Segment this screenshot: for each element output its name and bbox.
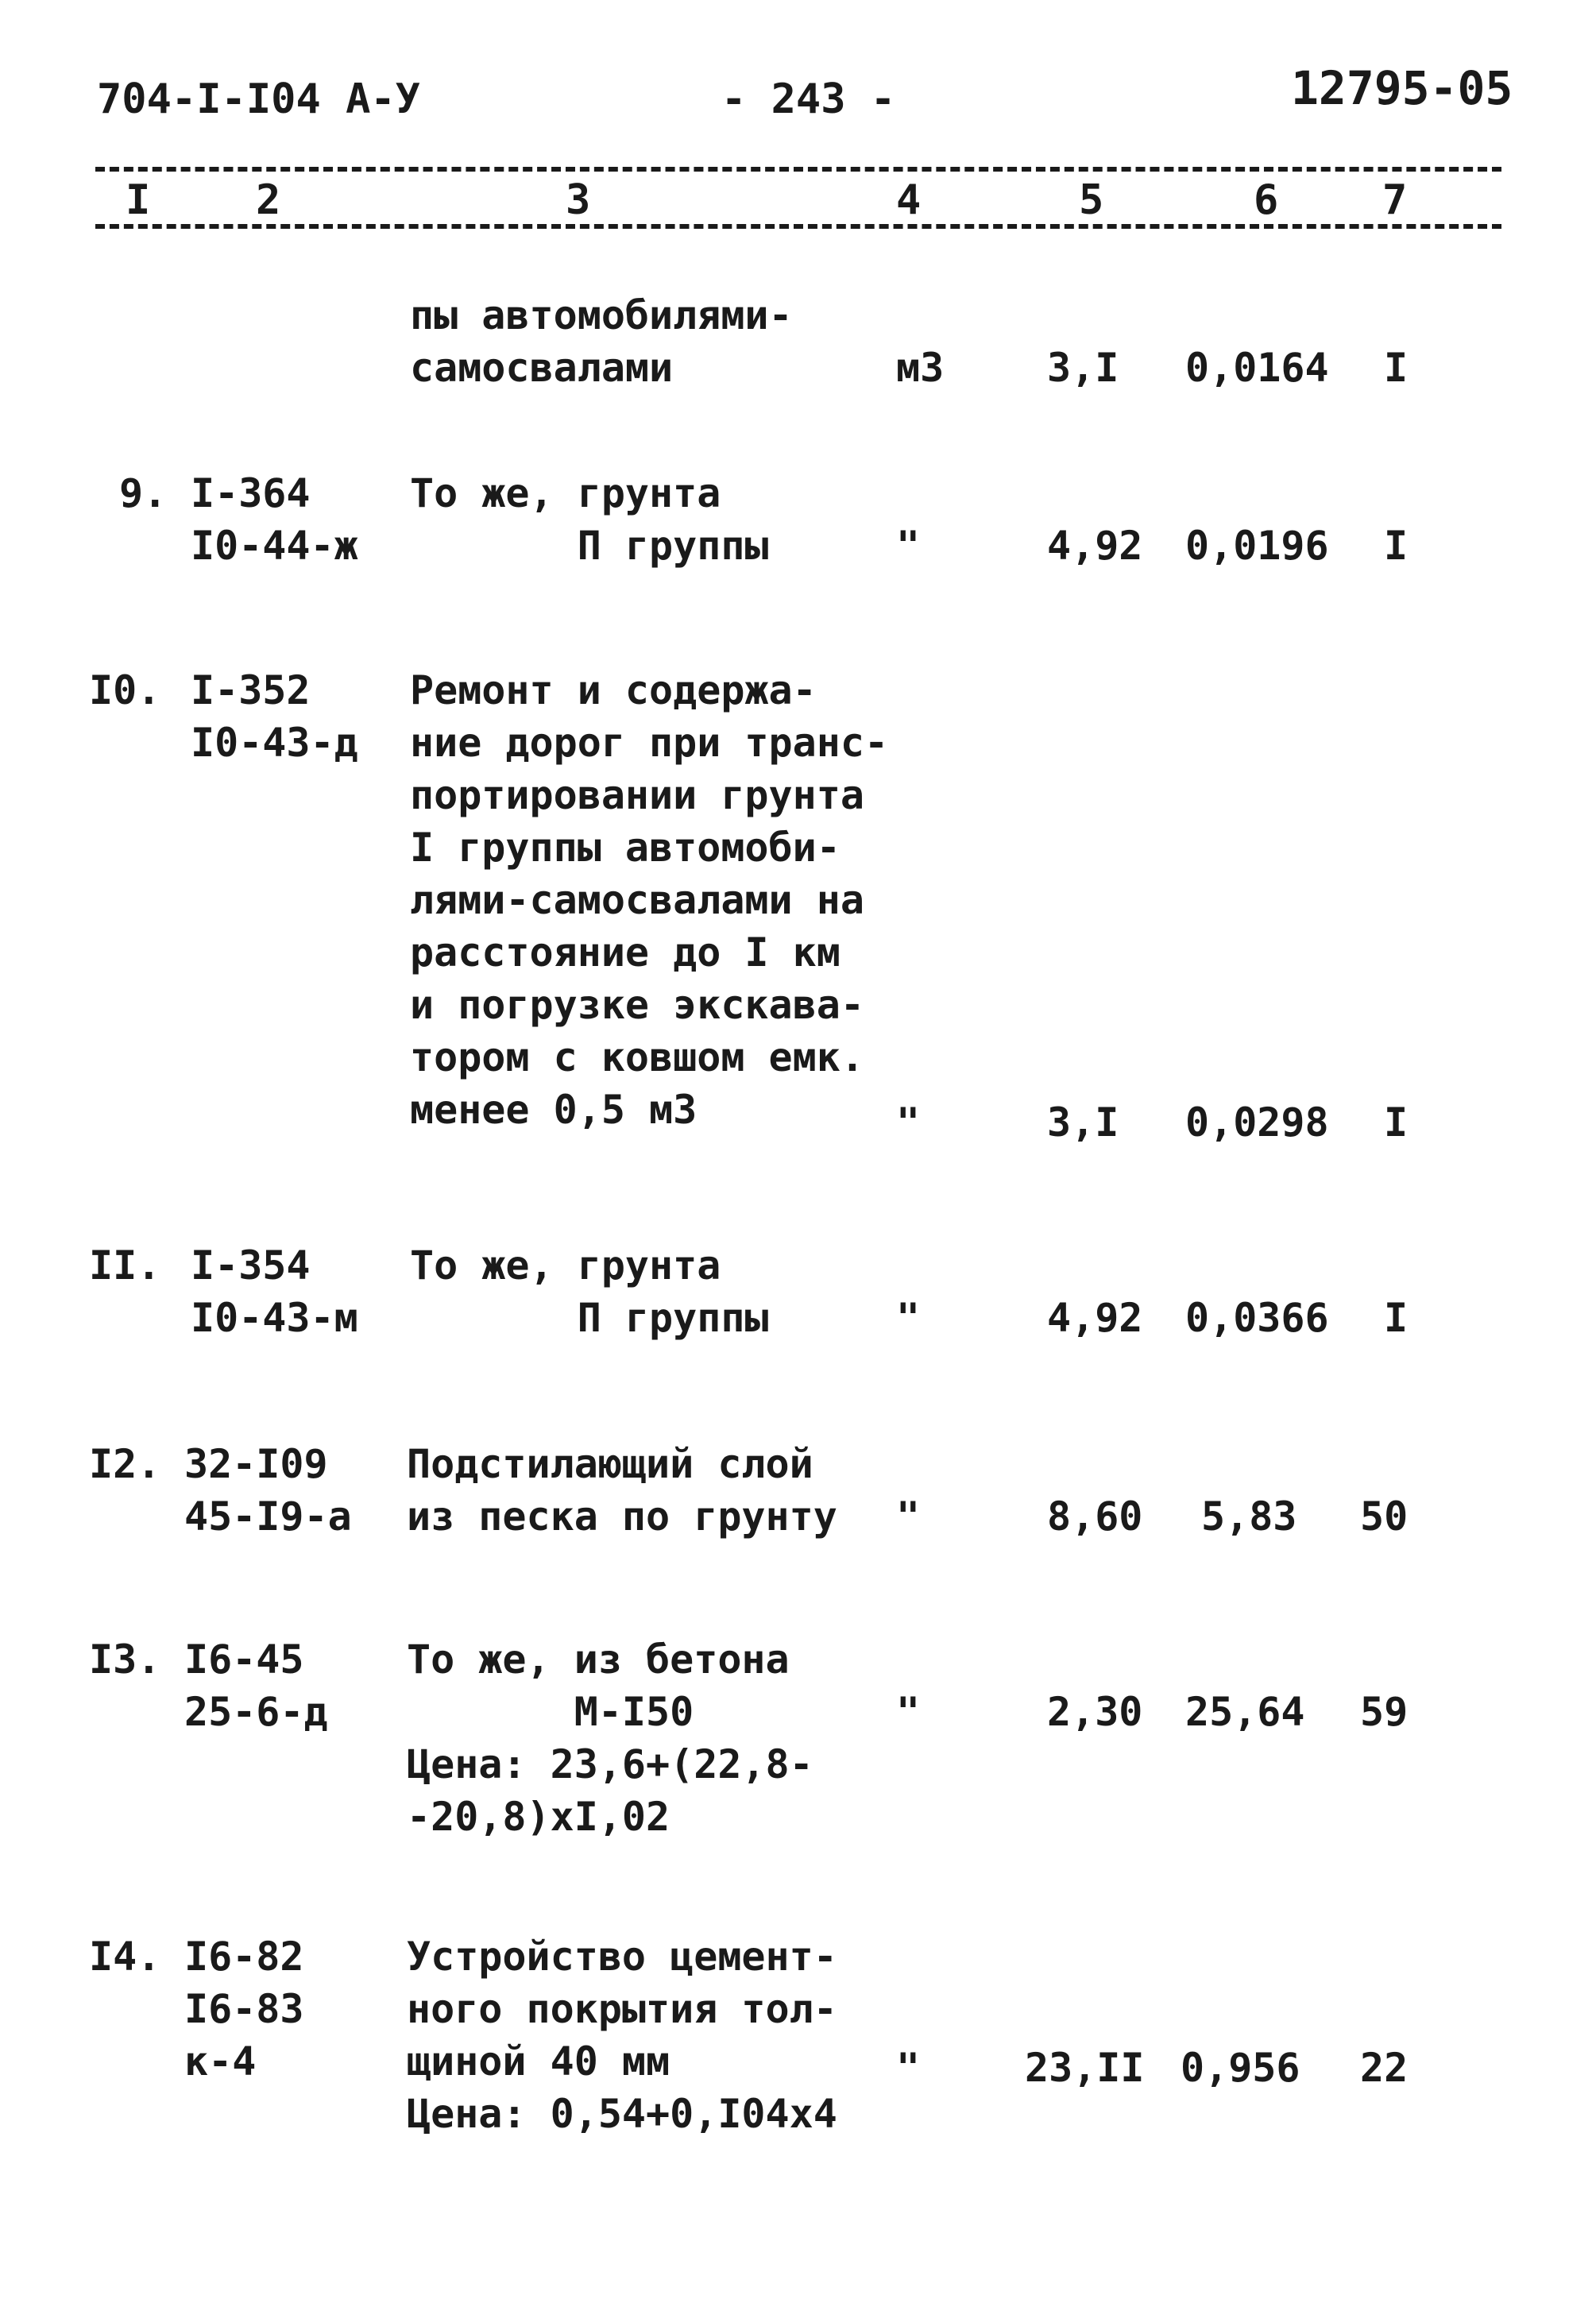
row-column7: I (1384, 523, 1409, 569)
row-codes: I-354 I0-43-м (191, 1242, 358, 1341)
row-price: 0,956 (1181, 2045, 1300, 2091)
row-number: I2. (89, 1441, 161, 1487)
row-quantity: 3,I (1047, 1099, 1119, 1146)
row-description: Подстилающий слой из песка по грунту (407, 1441, 837, 1540)
page-number: - 243 - (721, 75, 896, 123)
row-column7: 59 (1360, 1689, 1409, 1735)
row-price: 5,83 (1201, 1493, 1297, 1540)
row-price: 25,64 (1185, 1689, 1305, 1735)
row-column7: 22 (1360, 2045, 1409, 2091)
row-quantity: 4,92 (1047, 523, 1143, 569)
row-price: 0,0164 (1185, 345, 1329, 391)
row-number: I3. (89, 1636, 161, 1683)
row-unit: " (896, 1689, 921, 1735)
column-number-4: 4 (896, 176, 922, 224)
row-quantity: 8,60 (1047, 1493, 1143, 1540)
row-description: пы автомобилями- самосвалами (410, 292, 793, 391)
row-unit: " (896, 1099, 921, 1146)
row-number: I0. (89, 667, 161, 713)
row-price: 0,0196 (1185, 523, 1329, 569)
row-number: II. (89, 1242, 161, 1289)
row-column7: 50 (1360, 1493, 1409, 1540)
row-codes: I6-82 I6-83 к-4 (184, 1934, 304, 2085)
row-codes: I-364 I0-44-ж (191, 470, 358, 569)
row-quantity: 3,I (1047, 345, 1119, 391)
row-description: То же, из бетона М-I50 Цена: 23,6+(22,8- -20,8)хI,02 (407, 1636, 813, 1840)
row-unit: м3 (896, 345, 945, 391)
row-unit: " (896, 2045, 921, 2091)
column-number-1: I (126, 176, 151, 224)
row-codes: 32-I09 45-I9-а (184, 1441, 352, 1540)
column-number-rule (95, 224, 1501, 229)
document-code: 704-I-I04 А-У (97, 75, 420, 123)
row-quantity: 4,92 (1047, 1295, 1143, 1341)
row-description: То же, грунта П группы (410, 470, 769, 569)
column-number-6: 6 (1254, 176, 1279, 224)
row-codes: I6-45 25-6-д (184, 1636, 328, 1735)
row-number: 9. (119, 470, 168, 516)
row-unit: " (896, 1493, 921, 1540)
stamp-number: 12795-05 (1291, 61, 1513, 115)
column-number-7: 7 (1382, 176, 1408, 224)
row-price: 0,0366 (1185, 1295, 1329, 1341)
row-description: Ремонт и содержа- ние дорог при транс- портировании грунта I группы автомоби- лями-самосвалами на расстояние до I км и погрузке экскава- тором с ковшом емк. менее 0,5 м3 (410, 667, 889, 1133)
row-column7: I (1384, 345, 1409, 391)
row-quantity: 2,30 (1047, 1689, 1143, 1735)
row-unit: " (896, 523, 921, 569)
row-unit: " (896, 1295, 921, 1341)
column-number-2: 2 (256, 176, 281, 224)
row-column7: I (1384, 1295, 1409, 1341)
row-column7: I (1384, 1099, 1409, 1146)
row-codes: I-352 I0-43-д (191, 667, 358, 766)
column-number-3: 3 (566, 176, 591, 224)
column-number-5: 5 (1079, 176, 1104, 224)
row-price: 0,0298 (1185, 1099, 1329, 1146)
header-dashed-rule (95, 167, 1501, 172)
row-number: I4. (89, 1934, 161, 1980)
row-quantity: 23,II (1025, 2045, 1145, 2091)
row-description: Устройство цемент- ного покрытия тол- щиной 40 мм Цена: 0,54+0,I04х4 (407, 1934, 837, 2137)
row-description: То же, грунта П группы (410, 1242, 769, 1341)
